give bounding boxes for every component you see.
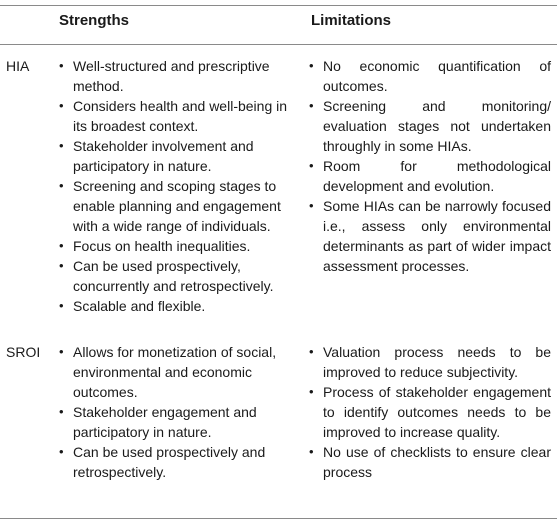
bullet-icon: • xyxy=(309,158,314,173)
list-item: • Considers health and well-being in its broadest context. xyxy=(59,98,288,134)
table-header-rule xyxy=(0,44,557,45)
list-item: • Screening and monitoring/ evaluation stages not undertaken throughly in some HIAs. xyxy=(309,98,551,154)
list-item: • Process of stakeholder engagement to identify outcomes needs to be improved to increase quality. xyxy=(309,384,551,440)
bullet-icon: • xyxy=(59,178,64,193)
list-item: • Room for methodological development and evolution. xyxy=(309,158,551,194)
list-item: • No economic quantification of outcomes. xyxy=(309,58,551,94)
hia-strengths-list xyxy=(56,56,302,316)
bullet-icon: • xyxy=(309,58,314,73)
list-item: • Some HIAs can be narrowly focused i.e., assess only environmental determinants as part of wider impact assessment processes. xyxy=(309,198,551,274)
list-item: • No use of checklists to ensure clear process xyxy=(309,444,551,480)
bullet-icon: • xyxy=(59,298,64,313)
bullet-icon: • xyxy=(309,384,314,399)
bullet-icon: • xyxy=(59,444,64,459)
header-limitations: Limitations xyxy=(311,12,392,29)
sroi-limitations-list xyxy=(306,342,551,482)
bullet-icon: • xyxy=(59,58,64,73)
hia-limitations-list xyxy=(306,56,551,276)
bullet-icon: • xyxy=(309,98,314,113)
bullet-icon: • xyxy=(309,344,314,359)
table-top-rule xyxy=(0,5,557,6)
bullet-icon: • xyxy=(309,198,314,213)
list-item: • Screening and scoping stages to enable planning and engagement with a wide range of individuals. xyxy=(59,178,281,234)
list-item: • Stakeholder engagement and participatory in nature. xyxy=(59,404,257,440)
bullet-icon: • xyxy=(309,444,314,459)
bullet-icon: • xyxy=(59,238,64,253)
list-item: • Scalable and flexible. xyxy=(59,298,206,314)
header-strengths: Strengths xyxy=(59,12,130,29)
list-item: • Can be used prospectively, concurrently and retrospectively. xyxy=(59,258,274,294)
list-item: • Allows for monetization of social, environmental and economic outcomes. xyxy=(59,344,277,400)
bullet-icon: • xyxy=(59,404,64,419)
list-item: • Valuation process needs to be improved to reduce subjectivity. xyxy=(309,344,551,380)
bullet-icon: • xyxy=(59,98,64,113)
list-item: • Can be used prospectively and retrospectively. xyxy=(59,444,266,480)
sroi-strengths-list xyxy=(56,342,302,482)
list-item: • Well-structured and prescriptive method. xyxy=(59,58,270,94)
row-label-sroi: SROI xyxy=(6,344,41,360)
bullet-icon: • xyxy=(59,138,64,153)
bullet-icon: • xyxy=(59,344,64,359)
bullet-icon: • xyxy=(59,258,64,273)
list-item: • Stakeholder involvement and participatory in nature. xyxy=(59,138,254,174)
row-label-hia: HIA xyxy=(6,58,30,74)
list-item: • Focus on health inequalities. xyxy=(59,238,251,254)
table-bottom-rule xyxy=(0,518,557,519)
